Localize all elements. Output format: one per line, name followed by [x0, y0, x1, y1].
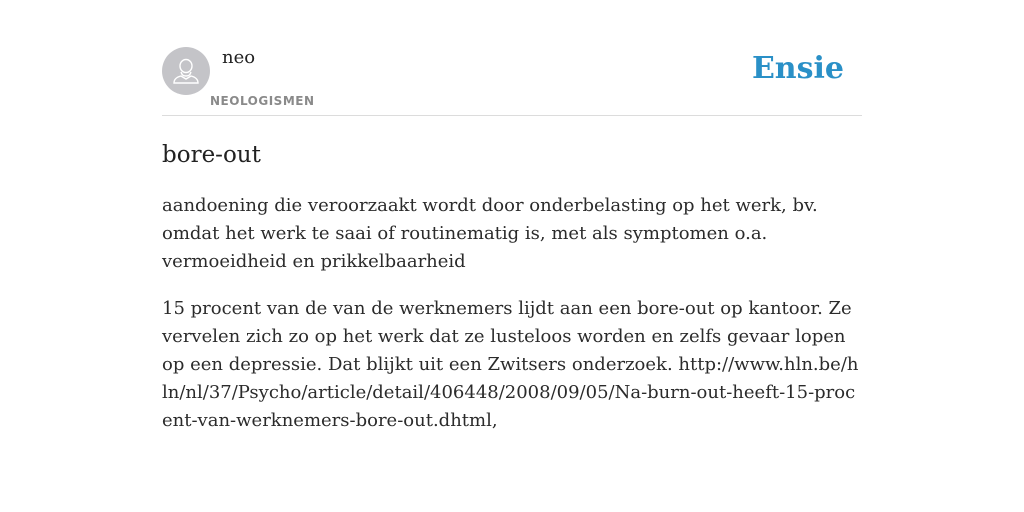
example-link: http://www.hln.be/hln/nl/37/Psycho/article/detail/406448/2008/09/05/Na-burn-out-heeft-15-procent-van-werknemers-bore-out.dhtml, — [162, 354, 859, 431]
category-link[interactable]: NEOLOGISMEN — [210, 94, 315, 108]
entry-example — [162, 295, 862, 435]
entry-definition: aandoening die veroorzaakt wordt door onderbelasting op het werk, bv. omdat het werk te saai of routinematig is, met als symptomen o.a. vermoeidheid en prikkelbaarheid — [162, 195, 818, 272]
page-container — [162, 0, 862, 431]
entry-header — [162, 0, 862, 116]
entry-title: bore-out — [162, 142, 261, 168]
user-avatar-icon[interactable] — [162, 47, 210, 95]
ensie-logo[interactable]: Ensie — [751, 51, 844, 86]
example-text: 15 procent van de van de werknemers lijdt aan een bore-out op kantoor. Ze vervelen zich zo op het werk dat ze lusteloos worden en zelfs gevaar lopen op een depressie. Dat blijkt uit een Zwitsers onderzoek. — [162, 298, 852, 375]
username[interactable]: neo — [222, 47, 256, 68]
